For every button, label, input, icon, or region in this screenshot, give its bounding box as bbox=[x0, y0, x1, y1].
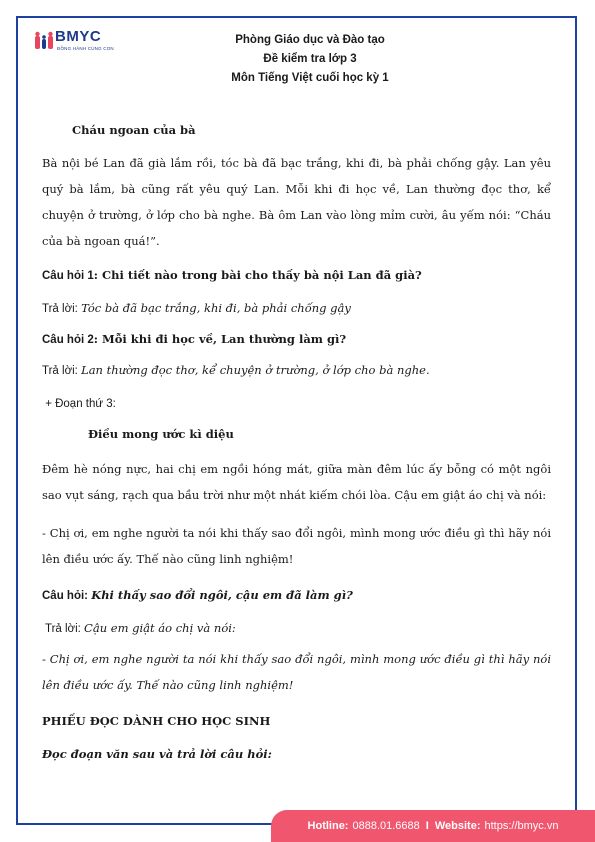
website-label: Website: bbox=[434, 820, 481, 832]
answer-2 bbox=[42, 362, 430, 379]
question-1-text: : Chi tiết nào trong bài cho thấy bà nội Lan đã già? bbox=[93, 268, 422, 282]
answer-1 bbox=[42, 300, 351, 317]
passage-1-text: Bà nội bé Lan đã già lắm rồi, tóc bà đã bạc trắng, khi đi, bà phải chống gậy. Lan yêu quý bà lắm, bà cũng rất yêu quý Lan. Mỗi khi đi học về, Lan thường đọc thơ, kể chuyện ở trường, ở lớp cho bà nghe. Bà ôm Lan vào lòng mỉm cười, âu yếm nói: “Cháu của bà ngoan quá!”. bbox=[42, 156, 551, 248]
question-1 bbox=[42, 267, 422, 284]
answer-3 bbox=[42, 620, 236, 637]
question-2 bbox=[42, 331, 346, 348]
header-line-3: Môn Tiếng Việt cuối học kỳ 1 bbox=[231, 72, 389, 84]
footer-separator: I bbox=[425, 820, 429, 832]
header-line-2: Đề kiểm tra lớp 3 bbox=[263, 53, 357, 65]
answer-1-text: Tóc bà đã bạc trắng, khi đi, bà phải chống gậy bbox=[81, 301, 351, 315]
sheet-title: PHIẾU ĐỌC DÀNH CHO HỌC SINH bbox=[42, 714, 271, 728]
question-3 bbox=[42, 587, 353, 604]
question-2-text: : Mỗi khi đi học về, Lan thường làm gì? bbox=[93, 332, 347, 346]
question-3-label: Câu hỏi: bbox=[42, 590, 92, 602]
question-2-label: Câu hỏi 2 bbox=[42, 334, 94, 346]
sheet-instruction: Đọc đoạn văn sau và trả lời câu hỏi: bbox=[42, 747, 272, 761]
section-3-label: + Đoạn thứ 3: bbox=[42, 398, 116, 410]
question-3-text: Khi thấy sao đổi ngôi, cậu em đã làm gì? bbox=[91, 588, 353, 602]
question-1-label: Câu hỏi 1 bbox=[42, 270, 94, 282]
answer-3-label: Trả lời: bbox=[42, 623, 85, 635]
logo-subtitle: ĐỒNG HÀNH CÙNG CON bbox=[57, 46, 114, 51]
document-header bbox=[150, 31, 470, 88]
answer-2-text: Lan thường đọc thơ, kể chuyện ở trường, ở lớp cho bà nghe. bbox=[81, 363, 430, 377]
logo-text: BMYC bbox=[55, 28, 102, 45]
answer-1-label: Trả lời: bbox=[42, 303, 82, 315]
website-link[interactable]: https://bmyc.vn bbox=[484, 820, 559, 832]
header-line-1: Phòng Giáo dục và Đào tạo bbox=[235, 34, 385, 46]
passage-2-title: Điều mong ước kì diệu bbox=[88, 427, 234, 441]
hotline-number[interactable]: 0888.01.6688 bbox=[352, 820, 420, 832]
passage-2-quote: - Chị ơi, em nghe người ta nói khi thấy sao đổi ngôi, mình mong ước điều gì thì hãy nói lên điều ước ấy. Thế nào cũng linh nghiệm! bbox=[42, 526, 551, 566]
answer-2-label: Trả lời: bbox=[42, 365, 82, 377]
footer-bar bbox=[271, 810, 595, 842]
answer-3-text: Cậu em giật áo chị và nói: bbox=[84, 621, 236, 635]
passage-2-text: Đêm hè nóng nực, hai chị em ngồi hóng mát, giữa màn đêm lúc ấy bỗng có một ngôi sao vụt sáng, rạch qua bầu trời như một nhát kiếm chói lòa. Cậu em giật áo chị và nói: bbox=[42, 462, 551, 502]
hotline-label: Hotline: bbox=[307, 820, 349, 832]
passage-1-title: Cháu ngoan của bà bbox=[72, 123, 196, 137]
answer-3-quote: - Chị ơi, em nghe người ta nói khi thấy sao đổi ngôi, mình mong ước điều gì thì hãy nói lên điều ước ấy. Thế nào cũng linh nghiệm! bbox=[42, 652, 551, 692]
